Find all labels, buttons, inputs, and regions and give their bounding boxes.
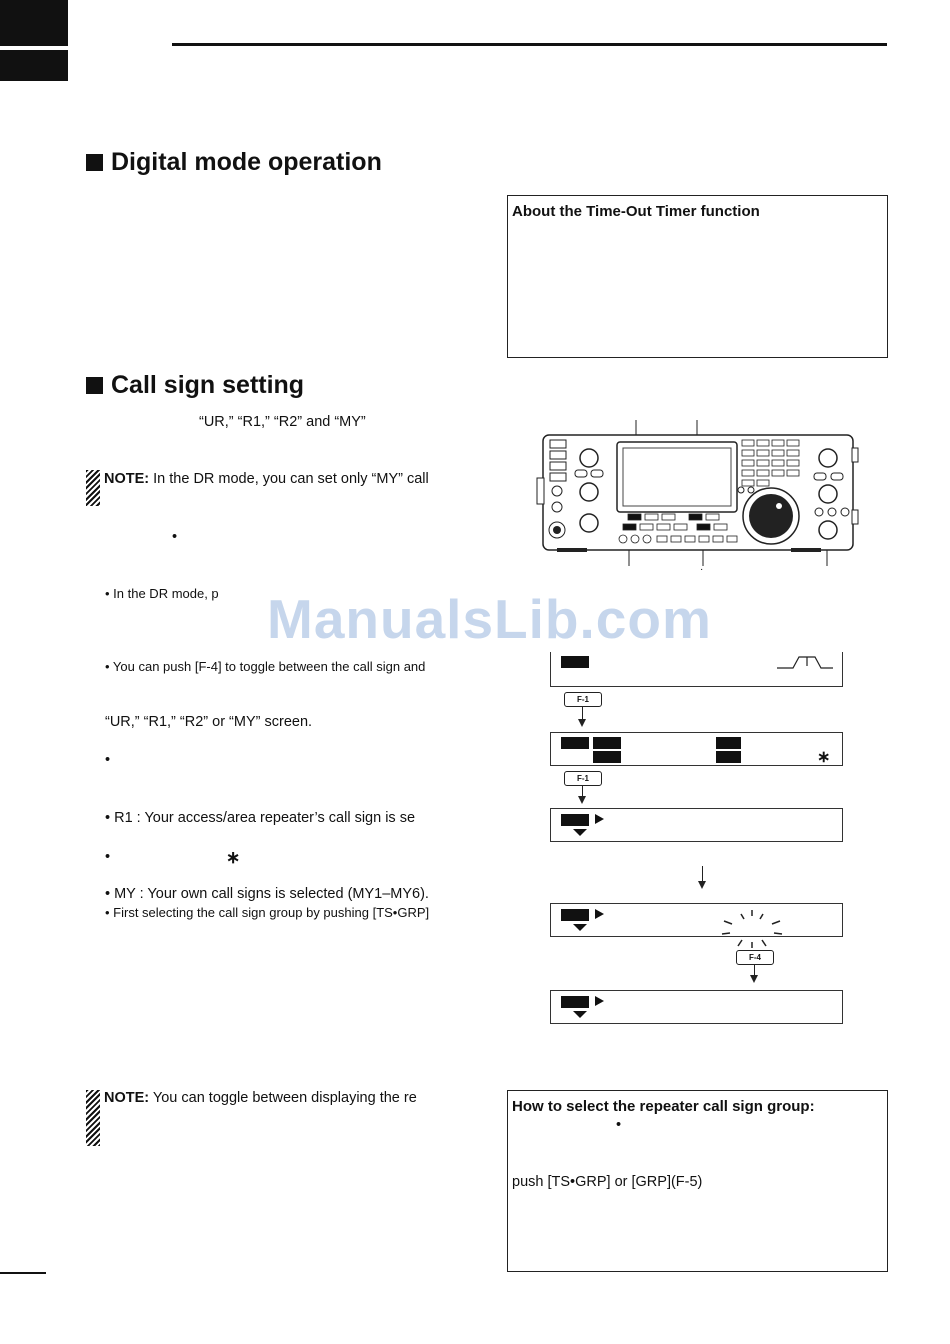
first-select-bullet: • First selecting the call sign group by pushing [TS•GRP] — [105, 905, 430, 920]
dr-mode-bullet: • In the DR mode, p — [105, 586, 219, 601]
scroll-down-icon — [573, 829, 587, 836]
lcd-screen-2 — [550, 732, 843, 766]
lcd-indicator — [593, 737, 621, 749]
header-rule — [172, 43, 887, 46]
section-title: Call sign setting — [111, 371, 305, 399]
lcd-indicator — [716, 751, 741, 763]
note-hatch-icon — [86, 470, 100, 506]
blinking-burst-icon — [716, 906, 788, 950]
screen-list: “UR,” “R1,” “R2” or “MY” screen. — [105, 714, 313, 730]
f1-key-icon: F-1 — [564, 771, 602, 786]
lcd-top-line — [551, 808, 842, 809]
f4-key-icon: F-4 — [736, 950, 774, 965]
lcd-indicator — [561, 656, 589, 668]
box-title: About the Time-Out Timer function — [512, 203, 760, 220]
play-indicator-icon — [595, 996, 604, 1006]
arrow-down-icon — [578, 796, 586, 804]
repeater-instruction: push [TS•GRP] or [GRP](F-5) — [512, 1174, 703, 1190]
play-indicator-icon — [595, 909, 604, 919]
f1-key-icon: F-1 — [564, 692, 602, 707]
asterisk-indicator: ∗ — [817, 749, 831, 766]
lcd-indicator — [561, 909, 589, 921]
lcd-indicator — [716, 737, 741, 749]
section-heading-digital-mode — [86, 148, 382, 177]
callout-dot: · — [700, 564, 704, 575]
note-hatch-icon — [86, 1090, 100, 1146]
lcd-screen-4 — [550, 903, 843, 937]
lcd-screen-5 — [550, 990, 843, 1024]
asterisk-symbol: ∗ — [226, 848, 241, 867]
section-heading-call-sign — [86, 371, 304, 400]
note-label: NOTE: — [104, 471, 150, 487]
lcd-indicator — [561, 996, 589, 1008]
footer-rule — [0, 1272, 46, 1274]
arrow-down-icon — [750, 975, 758, 983]
timeout-timer-box — [507, 195, 888, 358]
call-sign-list: “UR,” “R1,” “R2” and “MY” — [199, 414, 366, 430]
lcd-top-line — [551, 903, 842, 904]
note-1 — [104, 471, 429, 487]
bullet: • — [172, 529, 178, 545]
repeater-group-box — [507, 1090, 888, 1272]
note-text: In the DR mode, you can set only “MY” call — [153, 471, 429, 487]
bullet: • — [105, 752, 111, 768]
filter-shape-icon — [775, 654, 835, 670]
square-bullet-icon — [86, 377, 103, 394]
my-bullet: • MY : Your own call signs is selected (MY1–MY6). — [105, 886, 429, 902]
lcd-indicator — [561, 814, 589, 826]
lcd-screen-3 — [550, 808, 843, 842]
play-indicator-icon — [595, 814, 604, 824]
square-bullet-icon — [86, 154, 103, 171]
section-title: Digital mode operation — [111, 148, 382, 176]
lcd-top-line — [551, 990, 842, 991]
chapter-tab-upper — [0, 0, 68, 46]
chapter-tab-lower — [0, 50, 68, 81]
note-label: NOTE: — [104, 1090, 150, 1106]
arrow-down-icon — [698, 881, 706, 889]
note-2 — [104, 1090, 417, 1106]
push-f4-bullet: • You can push [F-4] to toggle between the call sign and — [105, 659, 426, 674]
watermark: ManualsLib.com — [267, 588, 712, 650]
scroll-down-icon — [573, 924, 587, 931]
lcd-indicator — [593, 751, 621, 763]
bullet: • — [616, 1117, 622, 1133]
box-title: How to select the repeater call sign group: — [512, 1098, 815, 1115]
r1-bullet: • R1 : Your access/area repeater’s call sign is se — [105, 810, 416, 826]
scroll-down-icon — [573, 1011, 587, 1018]
arrow-down-icon — [578, 719, 586, 727]
lcd-screen-1 — [550, 652, 843, 687]
note-text: You can toggle between displaying the re — [152, 1090, 417, 1106]
bullet: • — [105, 849, 111, 865]
flow-arrow — [702, 866, 703, 882]
transceiver-front-panel — [535, 418, 860, 578]
lcd-indicator — [561, 737, 589, 749]
